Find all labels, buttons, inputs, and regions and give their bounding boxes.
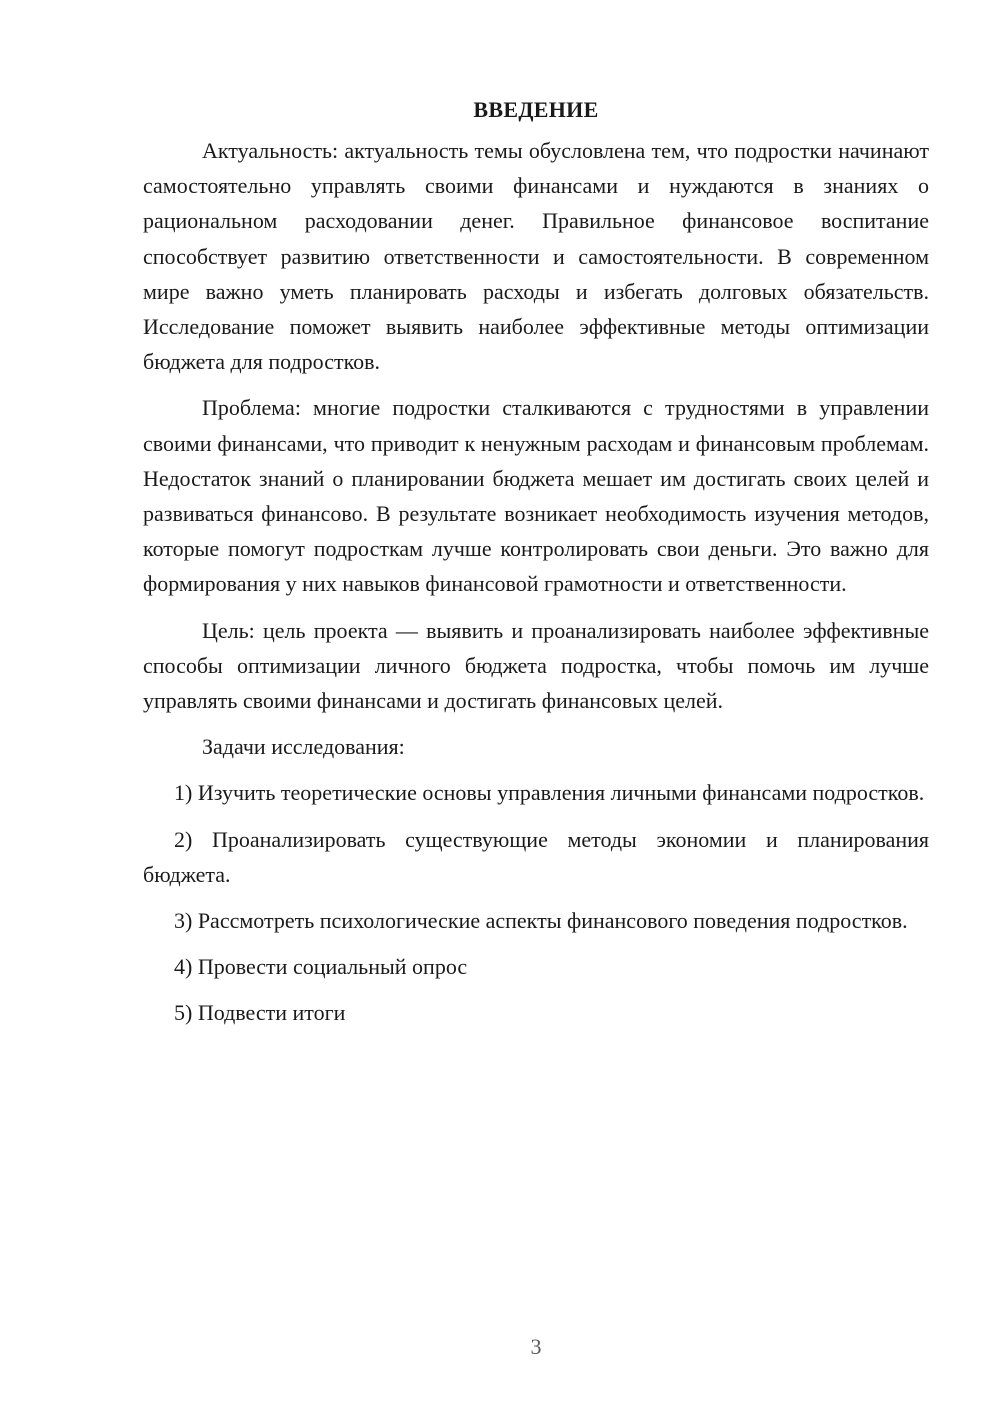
tasks-heading: Задачи исследования: (202, 734, 405, 760)
page-content (143, 92, 929, 1031)
page-number-container (0, 1332, 1000, 1362)
section-heading: ВВЕДЕНИЕ (473, 97, 599, 122)
relevance-paragraph: Актуальность: актуальность темы обусловлена тем, что подростки начинают самостоятельно управлять своими финансами и нуждаются в знаниях о рациональном расходовании денег. Правильное финансовое воспитание способствует развитию ответственности и самостоятельности. В современном мире важно уметь планировать расходы и избегать долговых обязательств. Исследование поможет выявить наиболее эффективные методы оптимизации бюджета для подростков. (143, 138, 929, 375)
task-item-3: 3) Рассмотреть психологические аспекты финансового поведения подростков. (174, 908, 908, 934)
task-item-1: 1) Изучить теоретические основы управления личными финансами подростков. (174, 780, 925, 806)
task-item-5: 5) Подвести итоги (174, 1000, 346, 1026)
goal-paragraph: Цель: цель проекта — выявить и проанализировать наиболее эффективные способы оптимизации личного бюджета подростка, чтобы помочь им лучше управлять своими финансами и достигать финансовых целей. (143, 617, 929, 714)
task-item-4: 4) Провести социальный опрос (174, 954, 468, 980)
page-number: 3 (530, 1334, 542, 1359)
task-item-2: 2) Проанализировать существующие методы экономии и планирования бюджета. (143, 826, 929, 887)
problem-paragraph: Проблема: многие подростки сталкиваются с трудностями в управлении своими финансами, что приводит к ненужным расходам и финансовым проблемам. Недостаток знаний о планировании бюджета мешает им достигать своих целей и развиваться финансово. В результате возникает необходимость изучения методов, которые помогут подросткам лучше контролировать свои деньги. Это важно для формирования у них навыков финансовой грамотности и ответственности. (143, 395, 929, 597)
